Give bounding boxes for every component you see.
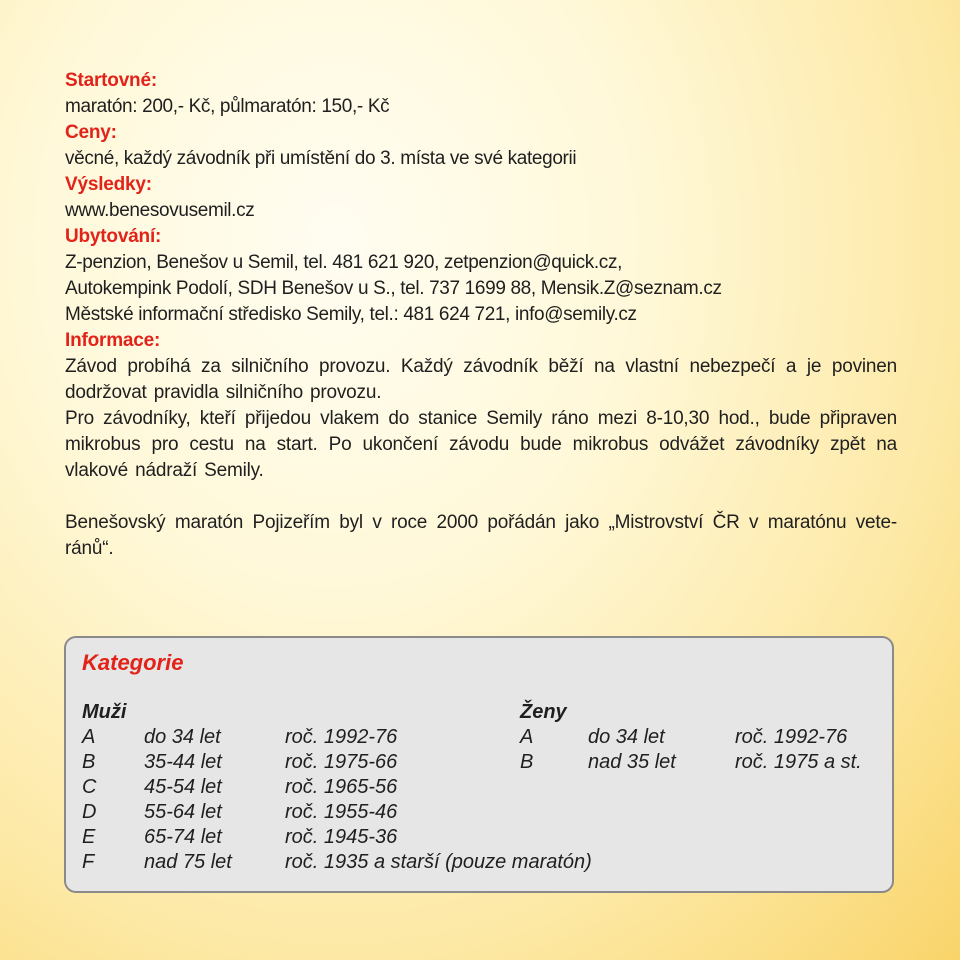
heading-ceny: Ceny:: [65, 122, 117, 143]
men-heading: Muži: [82, 701, 127, 723]
category-age: 65-74 let: [144, 826, 222, 848]
championship-note: Benešovský maratón Pojizeřím byl v roce 2000 pořádán jako „Mistrovství ČR v maratónu vete-: [65, 512, 897, 533]
category-years: roč. 1965-56: [285, 776, 398, 798]
race-info: [65, 68, 897, 562]
accommodation-line: Autokempink Podolí, SDH Benešov u S., tel. 737 1699 88, Mensik.Z@seznam.cz: [65, 278, 722, 299]
category-row: [82, 850, 592, 875]
category-row: [82, 725, 398, 750]
category-years: roč. 1975-66: [285, 751, 398, 773]
category-age: do 34 let: [588, 726, 665, 748]
category-code: C: [82, 776, 97, 798]
category-age: nad 35 let: [588, 751, 676, 773]
category-code: E: [82, 826, 96, 848]
category-row: [82, 800, 398, 825]
categories-title: Kategorie: [82, 650, 184, 675]
accommodation-line: Z-penzion, Benešov u Semil, tel. 481 621 920, zetpenzion@quick.cz,: [65, 252, 623, 273]
women-heading: Ženy: [520, 701, 567, 723]
category-age: 35-44 let: [144, 751, 222, 773]
info-line: Pro závodníky, kteří přijedou vlakem do stanice Semily ráno mezi 8-10,30 hod., bude připraven: [65, 408, 897, 429]
category-years: roč. 1955-46: [285, 801, 398, 823]
category-row: [82, 750, 398, 775]
heading-startovne: Startovné:: [65, 70, 157, 91]
categories-box: [64, 636, 894, 893]
category-years: roč. 1992-76: [735, 726, 848, 748]
category-years: roč. 1992-76: [285, 726, 398, 748]
info-line: dodržovat pravidla silničního provozu.: [65, 382, 382, 403]
info-line: vlakové nádraží Semily.: [65, 460, 264, 481]
category-row: [82, 775, 398, 800]
women-categories: [520, 700, 862, 775]
category-code: F: [82, 851, 95, 873]
category-code: B: [520, 751, 534, 773]
category-code: A: [82, 726, 96, 748]
results-link[interactable]: www.benesovusemil.cz: [65, 200, 255, 221]
category-age: nad 75 let: [144, 851, 232, 873]
info-line: mikrobus pro cestu na start. Po ukončení závodu bude mikrobus odvážet závodníky zpět na: [65, 434, 897, 455]
ceny-text: věcné, každý závodník při umístění do 3. místa ve své kategorii: [65, 148, 577, 169]
heading-informace: Informace:: [65, 330, 161, 351]
accommodation-line: Městské informační středisko Semily, tel.: 481 624 721, info@semily.cz: [65, 304, 637, 325]
championship-note-end: ránů“.: [65, 538, 114, 559]
info-line: Závod probíhá za silničního provozu. Každý závodník běží na vlastní nebezpečí a je povinen: [65, 356, 897, 377]
heading-vysledky: Výsledky:: [65, 174, 152, 195]
category-code: D: [82, 801, 97, 823]
startovne-text: maratón: 200,- Kč, půlmaratón: 150,- Kč: [65, 96, 390, 117]
category-age: do 34 let: [144, 726, 221, 748]
heading-ubytovani: Ubytování:: [65, 226, 162, 247]
category-age: 55-64 let: [144, 801, 222, 823]
category-row: [82, 825, 398, 850]
category-code: B: [82, 751, 96, 773]
category-years: roč. 1945-36: [285, 826, 398, 848]
category-row: [520, 750, 862, 775]
category-row: [520, 725, 848, 750]
category-years: roč. 1975 a st.: [735, 751, 862, 773]
category-age: 45-54 let: [144, 776, 222, 798]
category-years: roč. 1935 a starší (pouze maratón): [285, 851, 592, 873]
category-code: A: [520, 726, 534, 748]
